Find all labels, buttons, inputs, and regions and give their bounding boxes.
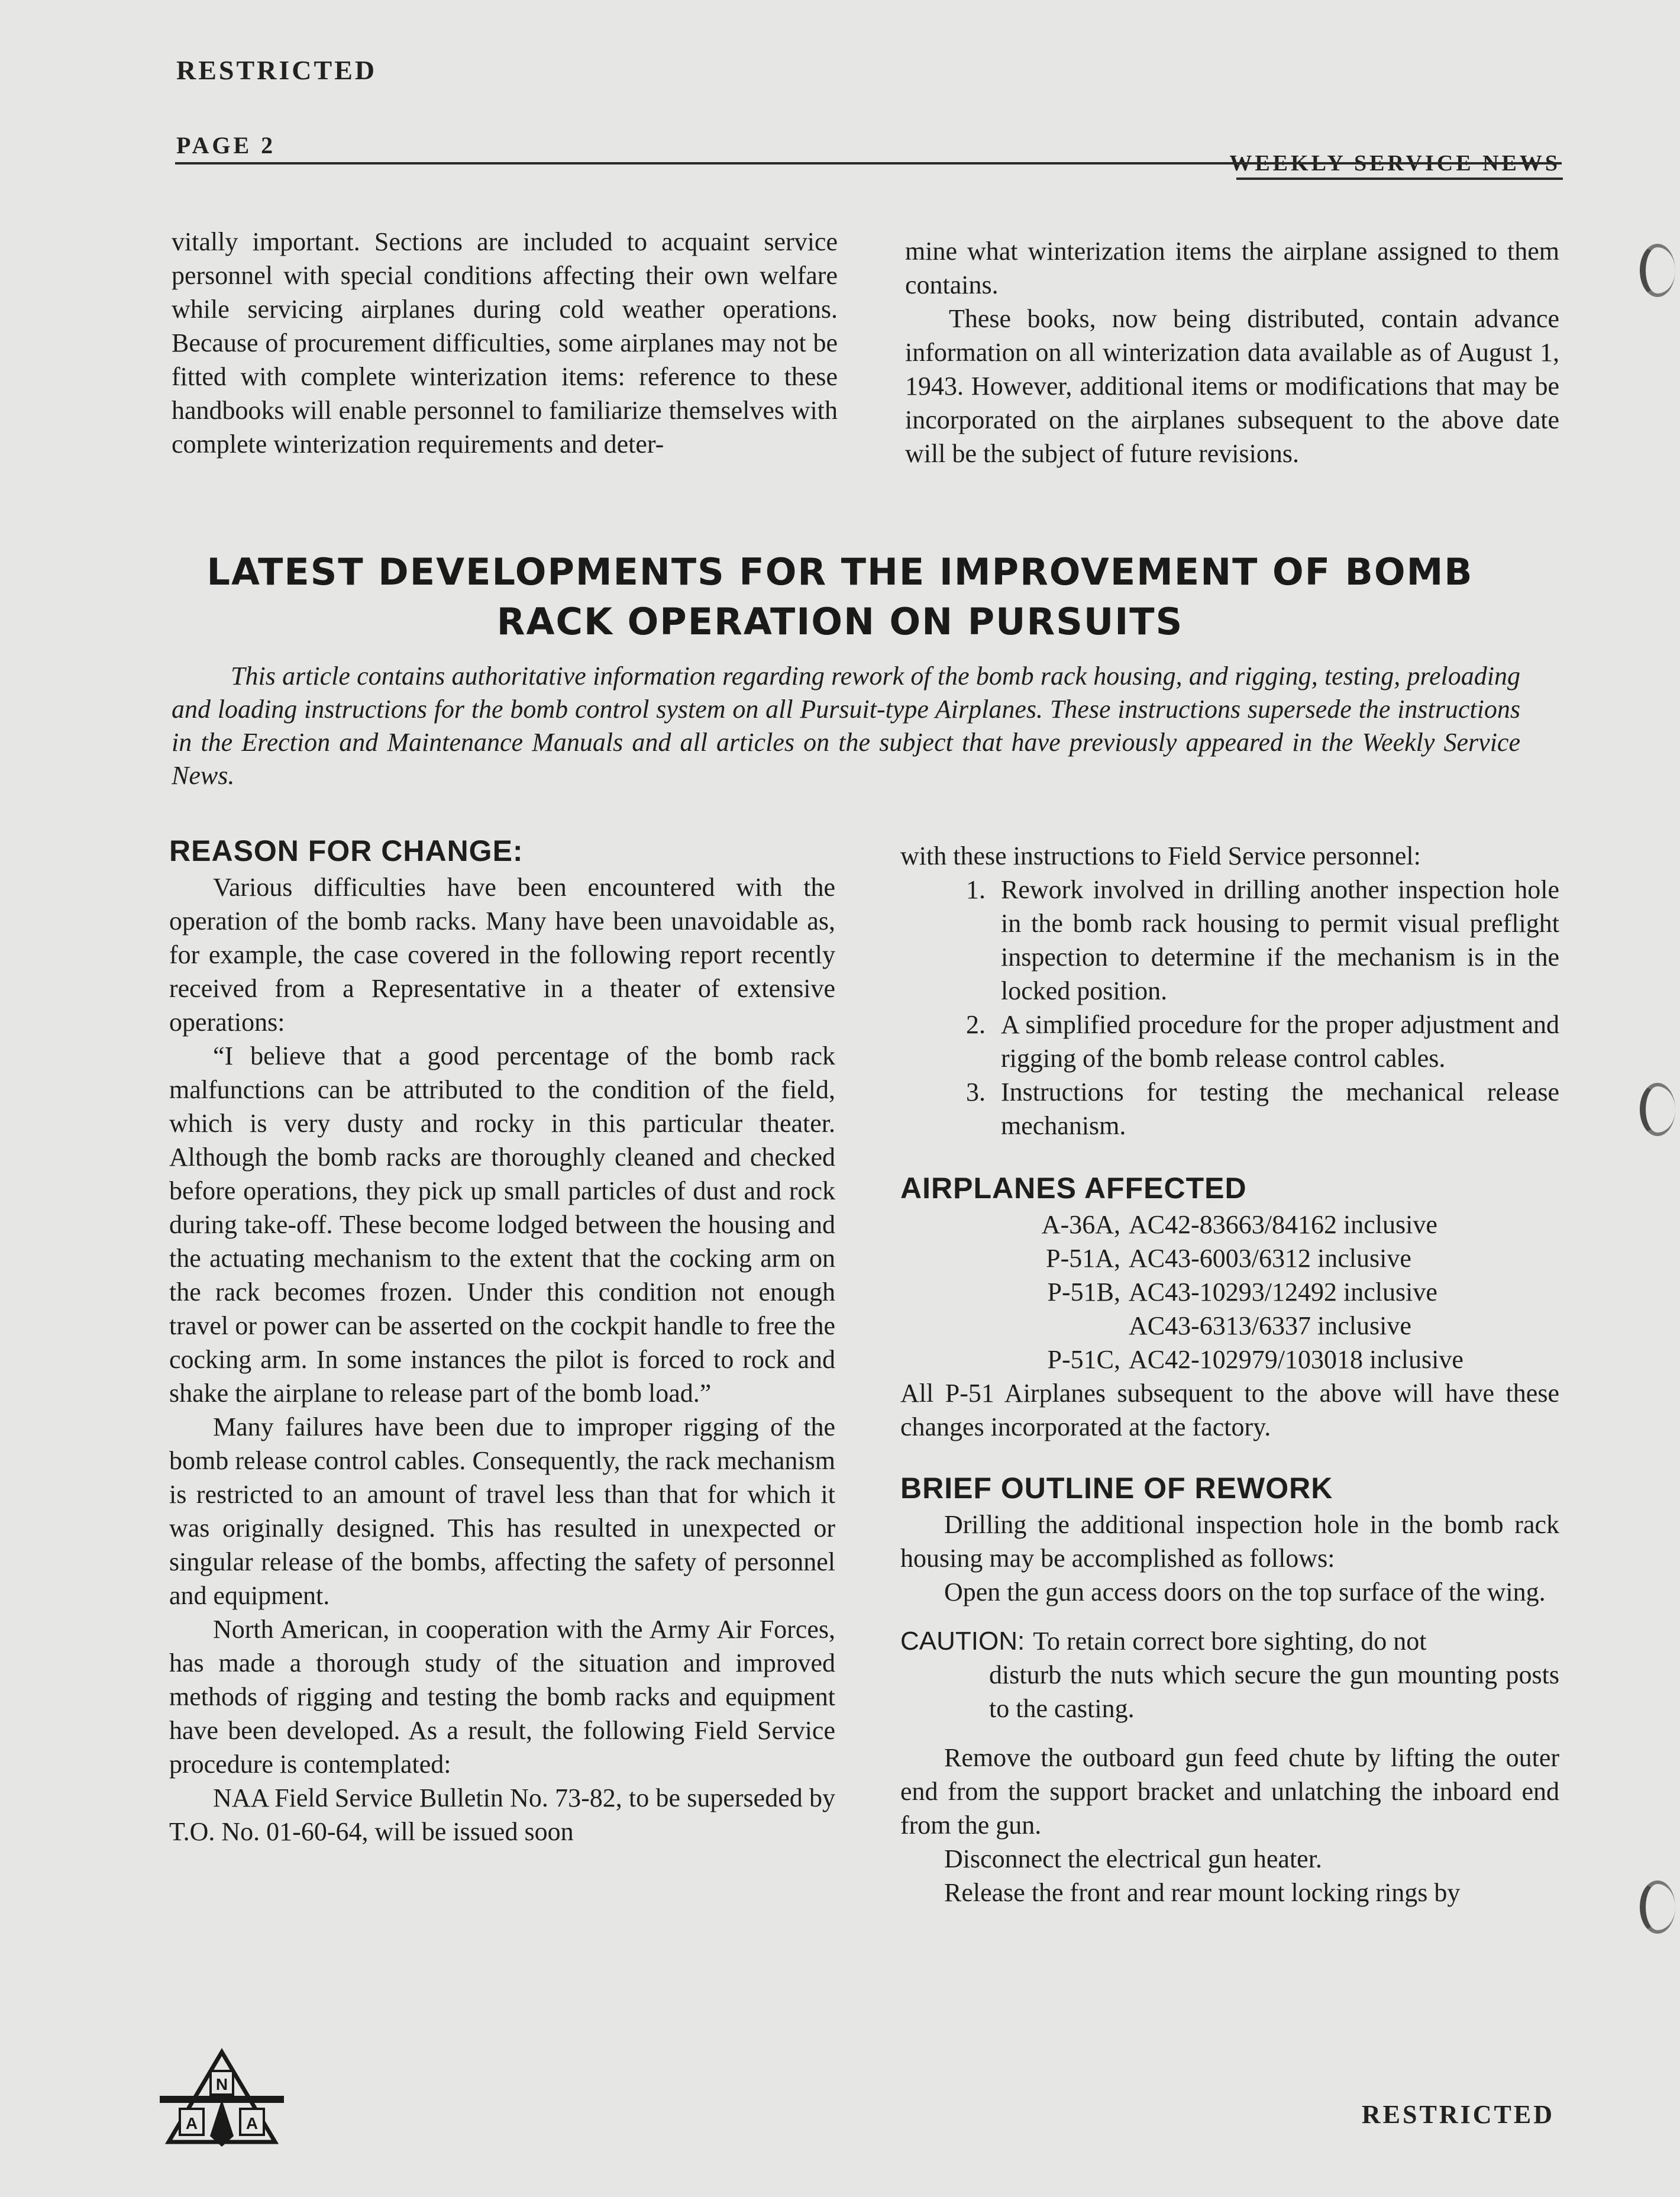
affected-row: AC43-6313/6337 inclusive — [1129, 1311, 1411, 1340]
continued-left-column — [172, 225, 838, 461]
affected-row: P-51A, AC43-6003/6312 inclusive — [1046, 1244, 1411, 1273]
binder-hole — [1640, 1880, 1675, 1934]
caution-first-line: To retain correct bore sighting, do not — [1033, 1627, 1427, 1656]
right-column — [900, 839, 1559, 1909]
reason-paragraph-6: with these instructions to Field Service personnel: — [900, 841, 1421, 870]
article-title-line-1: LATEST DEVELOPMENTS FOR THE IMPROVEMENT OF BOMB — [206, 550, 1474, 593]
header-rule-short — [1236, 178, 1563, 180]
article-intro: This article contains authoritative information regarding rework of the bomb rack housing, and rigging, testing, preloading and loading instructions for the bomb control system on all Pursuit-type Airplanes. These instructions supersede the instructions in the Erection and Maintenance Manuals and all articles on the subject that have previously appeared in the Weekly Service News. — [172, 662, 1520, 790]
rework-heading: BRIEF OUTLINE OF REWORK — [900, 1472, 1333, 1505]
binder-hole — [1640, 244, 1675, 297]
reason-quote: “I believe that a good percentage of the bomb rack malfunctions can be attributed to the condition of the field, which is very dusty and rocky in this particular theater. Although the bomb racks are thoroughly cleaned and checked before operations, they pick up small particles of dust and rock during take-off. These become lodged between the housing and the actuating mechanism to the extent that the cocking arm on the rack becomes frozen. Under this condition not enough travel or power can be asserted on the cockpit handle to free the cocking arm. In some instances the pilot is forced to rock and shake the airplane to release part of the bomb load.” — [169, 1041, 835, 1408]
left-column — [169, 831, 835, 1848]
logo-letter-a-left: A — [185, 2114, 198, 2133]
caution-label: CAUTION: — [900, 1627, 1025, 1656]
footer-restricted: RESTRICTED — [1361, 2100, 1555, 2129]
naa-logo-icon — [160, 2047, 284, 2148]
rework-paragraph-5: Release the front and rear mount locking rings by — [944, 1878, 1461, 1907]
continued-right-column — [905, 234, 1559, 470]
affected-row: P-51C, AC42-102979/103018 inclusive — [1047, 1345, 1463, 1374]
affected-list — [900, 1208, 1559, 1376]
reason-paragraph-1: Various difficulties have been encountered with the operation of the bomb racks. Many have been unavoidable as, for example, the case covered in the following report recently received from a Representative in a theater of extensive operations: — [169, 873, 835, 1037]
caution-note — [900, 1624, 1559, 1658]
reason-heading: REASON FOR CHANGE: — [169, 834, 524, 867]
header-restricted: RESTRICTED — [176, 55, 377, 85]
continued-right-paragraph-1: mine what winterization items the airplane assigned to them contains. — [905, 237, 1559, 299]
reason-paragraph-5: NAA Field Service Bulletin No. 73-82, to be superseded by T.O. No. 01-60-64, will be issued soon — [169, 1783, 835, 1846]
header-rule — [175, 162, 1562, 164]
continued-right-paragraph-2: These books, now being distributed, contain advance information on all winterization data available as of August 1, 1943. However, additional items or modifications that may be incorporated on the airplanes subsequent to the above date will be the subject of future revisions. — [905, 304, 1559, 468]
logo-letter-a-right: A — [245, 2114, 259, 2133]
caution-rest: disturb the nuts which secure the gun mounting posts to the casting. — [989, 1660, 1559, 1723]
list-item: 2. A simplified procedure for the proper adjustment and rigging of the bomb release control cables. — [966, 1010, 1559, 1073]
header-publication-name: WEEKLY SERVICE NEWS — [1229, 151, 1561, 176]
rework-paragraph-1: Drilling the additional inspection hole in the bomb rack housing may be accomplished as follows: — [900, 1510, 1559, 1573]
rework-paragraph-4: Disconnect the electrical gun heater. — [944, 1844, 1322, 1873]
logo-letter-n: N — [215, 2075, 228, 2093]
list-item: 1. Rework involved in drilling another inspection hole in the bomb rack housing to permit visual preflight inspection to determine if the mechanism is in the locked position. — [966, 875, 1559, 1005]
affected-heading: AIRPLANES AFFECTED — [900, 1172, 1247, 1205]
rework-paragraph-3: Remove the outboard gun feed chute by lifting the outer end from the support bracket and unlatching the inboard end from the gun. — [900, 1743, 1559, 1840]
article-title-line-2: RACK OPERATION ON PURSUITS — [496, 600, 1184, 643]
list-item: 3. Instructions for testing the mechanical release mechanism. — [966, 1077, 1559, 1140]
header-page-number: PAGE 2 — [176, 132, 276, 159]
reason-paragraph-4: North American, in cooperation with the Army Air Forces, has made a thorough study of the situation and improved methods of rigging and testing the bomb racks and equipment have been developed. As a result, the following Field Service procedure is contemplated: — [169, 1615, 835, 1779]
binder-hole — [1640, 1083, 1675, 1136]
article-title — [177, 547, 1503, 647]
continued-left-paragraph: vitally important. Sections are included to acquaint service personnel with special conditions affecting their own welfare while servicing airplanes during cold weather operations. Because of procurement difficulties, some airplanes may not be fitted with complete winterization items: reference to these handbooks will enable personnel to familiarize themselves with complete winterization requirements and deter- — [172, 227, 838, 459]
rework-paragraph-2: Open the gun access doors on the top surface of the wing. — [944, 1577, 1546, 1606]
change-list — [900, 873, 1559, 1143]
reason-paragraph-3: Many failures have been due to improper rigging of the bomb release control cables. Consequently, the rack mechanism is restricted to an amount of travel less than that for which it was originally designed. This has resulted in unexpected or singular release of the bombs, affecting the safety of personnel and equipment. — [169, 1412, 835, 1610]
affected-row: P-51B, AC43-10293/12492 inclusive — [1047, 1277, 1437, 1306]
affected-row: A-36A, AC42-83663/84162 inclusive — [1041, 1210, 1437, 1239]
affected-note: All P-51 Airplanes subsequent to the above will have these changes incorporated at the factory. — [900, 1379, 1559, 1441]
